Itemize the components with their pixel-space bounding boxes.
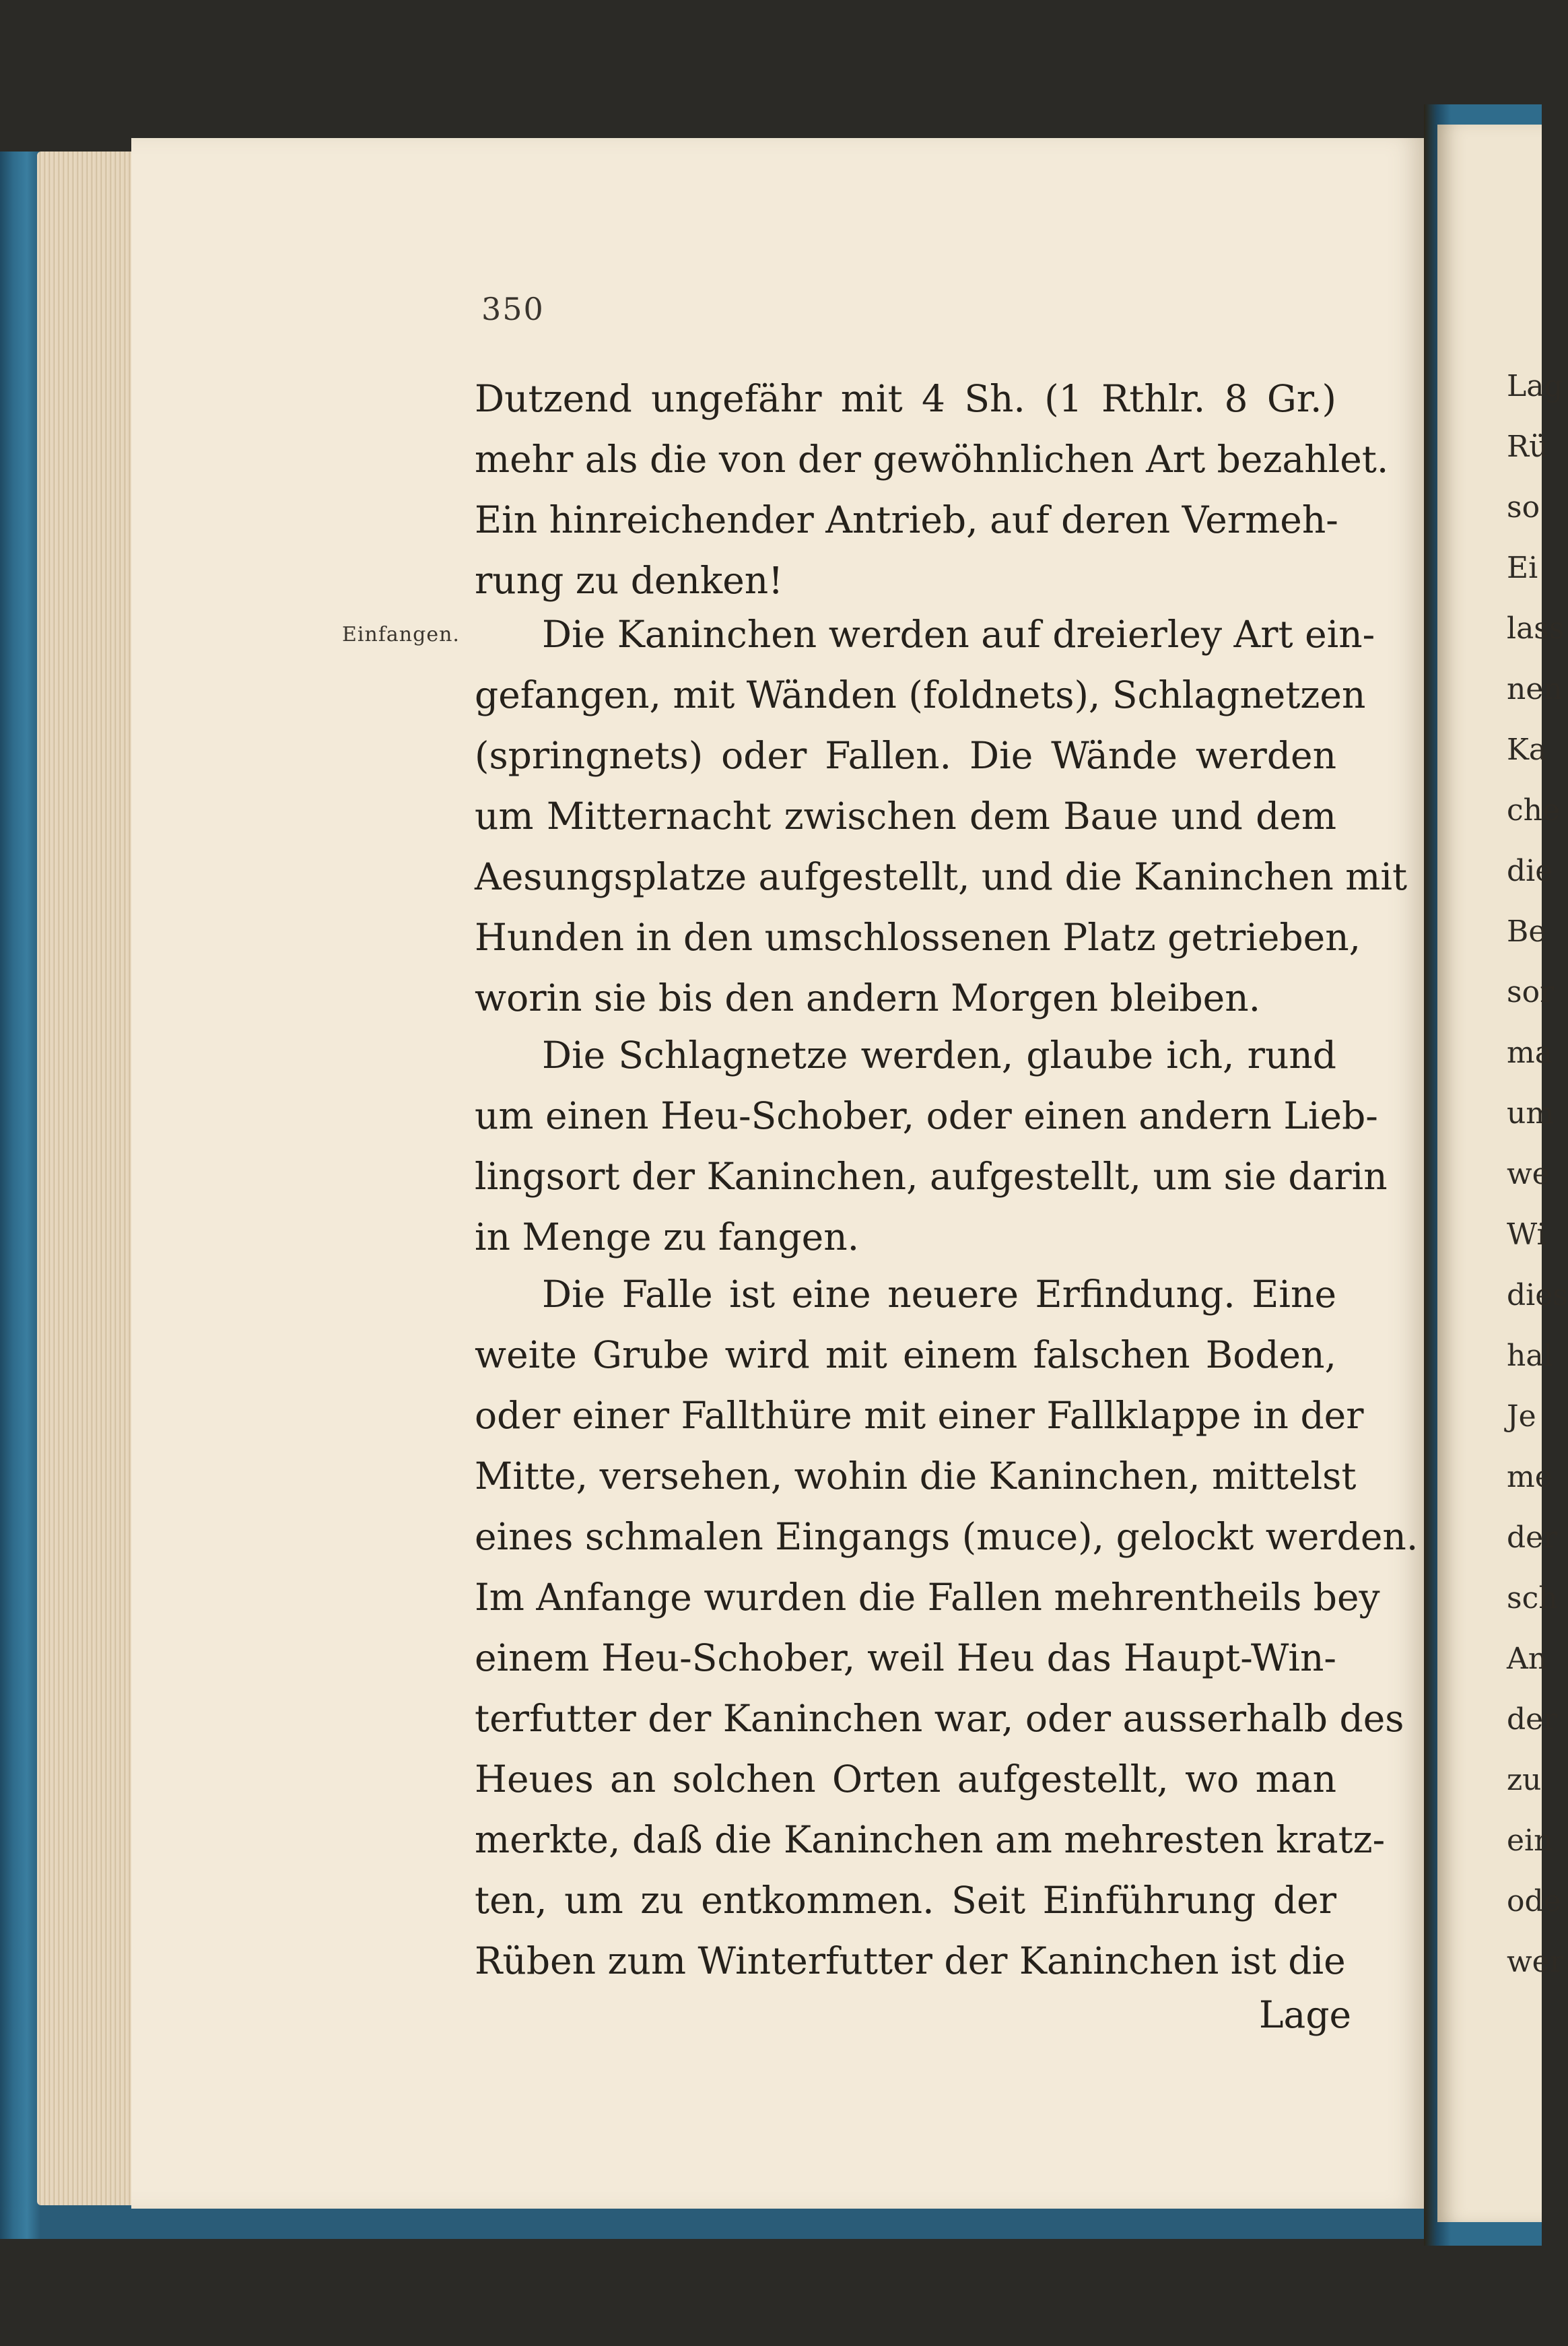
page-edges <box>37 152 138 2205</box>
facing-page-fragment: ma <box>1507 1036 1553 1070</box>
facing-page-fragment: zu <box>1507 1763 1542 1797</box>
text-line: in Menge zu fangen. <box>475 1215 860 1259</box>
text-line: Hunden in den umschlossenen Platz getrieben, <box>475 916 1361 959</box>
catchword: Lage <box>1259 1993 1352 2036</box>
facing-page-fragment: Ei <box>1507 551 1538 585</box>
text-line: Dutzend ungefähr mit 4 Sh. (1 Rthlr. 8 Gr.) <box>475 377 1336 420</box>
text-line: Die Kaninchen werden auf dreierley Art ein- <box>542 613 1375 656</box>
text-line: Die Schlagnetze werden, glaube ich, rund <box>542 1034 1336 1077</box>
text-line: mehr als die von der gewöhnlichen Art bezahlet. <box>475 438 1389 481</box>
facing-page-fragment: we <box>1507 1157 1550 1191</box>
text-line: (springnets) oder Fallen. Die Wände werden <box>475 734 1336 777</box>
text-line: terfutter der Kaninchen war, oder ausserhalb des <box>475 1697 1404 1740</box>
text-line: oder einer Fallthüre mit einer Fallklappe in der <box>475 1394 1364 1437</box>
text-line: eines schmalen Eingangs (muce), gelockt werden. <box>475 1515 1419 1558</box>
facing-page-fragment: wer <box>1507 1945 1564 1979</box>
facing-page-fragment: um <box>1507 1096 1555 1131</box>
text-line: um Mitternacht zwischen dem Baue und dem <box>475 795 1336 838</box>
facing-page-fragment: sor <box>1507 975 1555 1009</box>
facing-page-fragment: Lag <box>1507 369 1563 403</box>
text-line: Die Falle ist eine neuere Erfindung. Eine <box>542 1273 1336 1316</box>
facing-page-fragment: so <box>1507 490 1540 525</box>
facing-page-fragment: ode <box>1507 1884 1561 1918</box>
text-line: Aesungsplatze aufgestellt, und die Kaninchen mit <box>475 855 1408 898</box>
facing-page-fragment: hal <box>1507 1339 1553 1373</box>
text-line: Ein hinreichender Antrieb, auf deren Vermeh- <box>475 498 1338 541</box>
text-line: lingsort der Kaninchen, aufgestellt, um sie darin <box>475 1155 1388 1198</box>
text-line: rung zu denken! <box>475 559 784 602</box>
facing-page-fragment: der <box>1507 1520 1558 1555</box>
facing-page-fragment: dies <box>1507 1278 1568 1312</box>
text-line: Mitte, versehen, wohin die Kaninchen, mittelst <box>475 1454 1357 1498</box>
text-line: einem Heu-Schober, weil Heu das Haupt-Win- <box>475 1636 1336 1679</box>
marginal-note: Einfangen. <box>342 623 460 646</box>
text-line: Rüben zum Winterfutter der Kaninchen ist die <box>475 1939 1346 1982</box>
facing-page-fragment: Je <box>1507 1399 1536 1434</box>
facing-page-fragment: nen <box>1507 672 1563 706</box>
text-line: gefangen, mit Wänden (foldnets), Schlagnetzen <box>475 673 1366 716</box>
facing-page-fragment: Rü <box>1507 430 1548 464</box>
facing-page-fragment: Wi <box>1507 1217 1546 1252</box>
text-line: Heues an solchen Orten aufgestellt, wo man <box>475 1757 1336 1801</box>
facing-page-fragment: che <box>1507 793 1561 828</box>
facing-page-fragment: me <box>1507 1460 1553 1494</box>
page-number: 350 <box>481 291 545 327</box>
facing-page-fragment: lass <box>1507 611 1565 646</box>
facing-page-fragment: Ka <box>1507 733 1547 767</box>
text-line: worin sie bis den andern Morgen bleiben. <box>475 976 1261 1019</box>
facing-page-fragment: Be <box>1507 914 1546 949</box>
text-line: ten, um zu entkommen. Seit Einführung der <box>475 1879 1336 1922</box>
facing-page-fragment: der <box>1507 1702 1558 1737</box>
text-line: um einen Heu-Schober, oder einen andern Lieb- <box>475 1094 1378 1137</box>
facing-page-fragment: die <box>1507 854 1553 888</box>
facing-page-fragment: An <box>1507 1642 1548 1676</box>
facing-page-fragment: ein <box>1507 1823 1553 1858</box>
text-line: Im Anfange wurden die Fallen mehrentheils bey <box>475 1576 1380 1619</box>
text-line: merkte, daß die Kaninchen am mehresten kratz- <box>475 1818 1386 1861</box>
text-line: weite Grube wird mit einem falschen Boden, <box>475 1333 1336 1376</box>
facing-page-fragment: sch <box>1507 1581 1558 1615</box>
